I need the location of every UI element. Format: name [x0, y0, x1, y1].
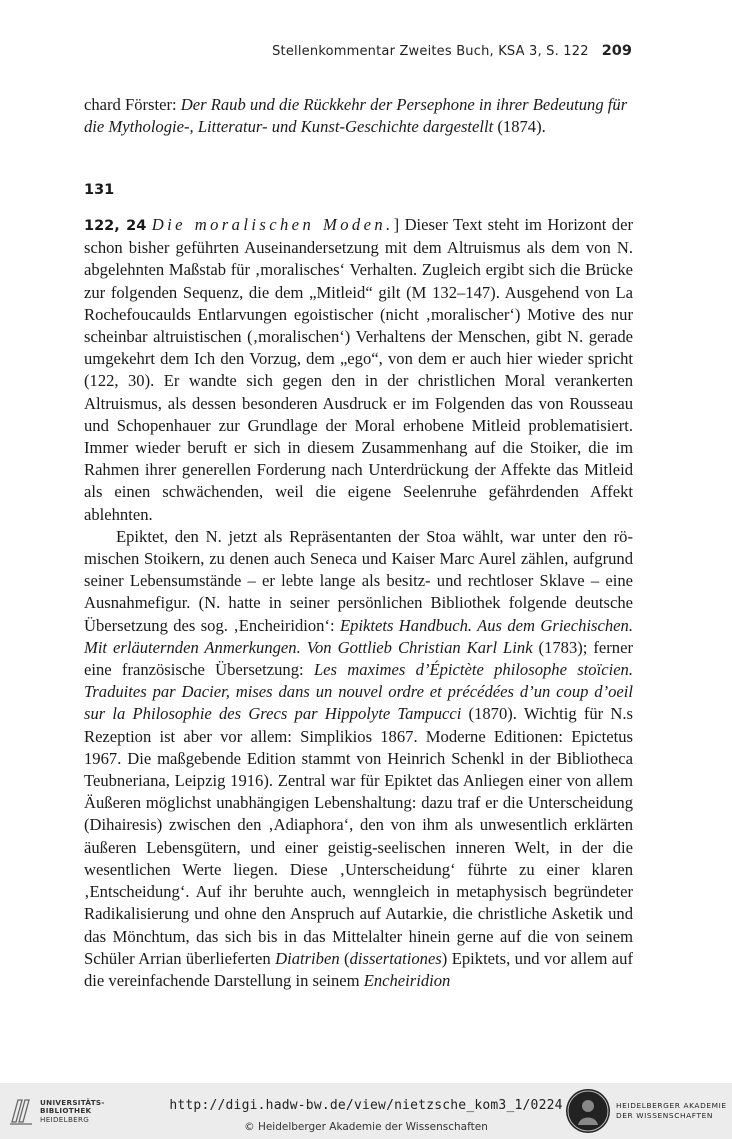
academy-name	[616, 1101, 727, 1120]
library-name-line-2: BIBLIOTHEK	[40, 1106, 92, 1116]
paragraph-1	[84, 214, 633, 526]
academy-name-line-1: HEIDELBERGER AKADEMIE	[616, 1101, 727, 1110]
library-name-line-1: UNIVERSITÄTS-	[40, 1098, 105, 1107]
academy-name-line-2: DER WISSENSCHAFTEN	[616, 1110, 714, 1120]
paragraph-2-text-4: (	[339, 948, 350, 968]
permalink[interactable]: http://digi.hadw-bw.de/view/nietzsche_kom3_1/0224	[169, 1098, 563, 1113]
paragraph-2-title-2: Les maximes d’Épictète philosophe stoïcien. Traduites par Dacier, mises dans un nouvel ordre et précédées d’un coup d’oeil sur la Philosophie des Grecs par Hippolyte Tampucci	[84, 660, 634, 724]
copyright-notice: © Heidelberger Akademie der Wissenschaften	[244, 1121, 488, 1133]
digitization-footer	[0, 1083, 732, 1139]
intro-title: Der Raub und die Rückkehr der Persephone in ihrer Bedeutung für die Mythologie-, Litteratur- und Kunst-Geschichte dargestellt	[84, 95, 628, 137]
paragraph-1-text: Dieser Text steht im Horizont der schon bisher geführten Auseinandersetzung mit dem Altruismus als dem von N. abgelehnten Maßstab für ‚moralisches‘ Verhalten. Zugleich ergibt sich die Brücke zur folgenden Sequenz, die dem „Mitleid“ gilt (M 132–147). Ausgehend von La Rochefoucaulds Entlarvungen egoistischer (nicht ‚moralischer‘) Motive des nur scheinbar altruistischen (‚moralischen‘) Verhaltens der Menschen, gibt N. gerade umgekehrt dem Ich den Vorzug, dem „ego“, von dem er auch hier wieder spricht (122, 30). Er wandte sich gegen den in der christlichen Moral verankerten Altruismus, als dessen besonderen Ausdruck er im Folgenden das von Rousseau und Schopenhauer zur Grundlage der Moral erhobene Mitleid problematisiert. Immer wieder beruft er sich in diesem Zusammenhang auf die Stoiker, die im Rahmen ihrer generellen Forderung nach Unterdrückung der Affekte das Mitleid als einen schwächenden, weil die eigene Seelenruhe gefährdenden Affekt ablehnten.	[84, 215, 633, 524]
paragraph-2-text-2: (1783); ferner eine französische Übersetzung:	[84, 637, 633, 680]
lemma-bracket: ]	[393, 215, 400, 234]
intro-paragraph	[84, 94, 633, 138]
academy-seal-icon	[566, 1089, 610, 1133]
running-title: Stellenkommentar Zweites Buch, KSA 3, S. 122	[272, 44, 589, 59]
intro-lead: chard Förster:	[84, 95, 181, 114]
paragraph-2-text-3: (1870). Wichtig für N.s Rezeption ist aber vor allem: Simplikios 1867. Moderne Editionen: Epictetus 1967. Die maßgebende Edition stammt von Heinrich Schenkl in der Bibliotheca Teubneriana, Leipzig 1916). Zentral war für Epiktet das Anliegen einer von allem Äußeren möglichst unabhängigen Lebenshaltung: dazu traf er die Unterscheidung (Dihairesis) zwischen den ‚Adiaphora‘, den von ihm als unwesentlich erklärten äußeren Lebensgütern, und einer geistig-seelischen inneren Welt, in der die wesentlichen Werte liegen. Diese ‚Unterscheidung‘ führte zu einer klaren ‚Entscheidung‘. Auf ihr beruhte auch, wenngleich in metaphysisch begründeter Radikalisierung und ohne den Anspruch auf Autarkie, die christliche Asketik und das Mönchtum, das sich bis in das Mittelalter hinein gerne auf die von seinem Schüler Arrian überlieferten	[84, 704, 633, 968]
paragraph-2-text-1: Epiktet, den N. jetzt als Repräsentanten der Stoa wählt, war unter den römischen Stoikern, zu denen auch Seneca und Kaiser Marc Aurel zählen, aufgrund seiner Lebensumstände – er lebte lange als besitz- und rechtloser Sklave – eine Ausnahmefigur. (N. hatte in seiner persönlichen Bibliothek folgende deutsche Übersetzung des sog. ‚Encheiridion‘:	[84, 526, 633, 635]
page-number: 209	[601, 43, 632, 59]
library-name-line-3: HEIDELBERG	[40, 1114, 90, 1124]
paragraph-2-title-3: Diatriben	[275, 948, 340, 968]
paragraph-2-text-5: ) Epiktets, und vor allem auf die vereinfachende Darstellung in seinem	[84, 948, 633, 990]
commentary-body	[84, 214, 633, 992]
lemma-reference: 122, 24	[84, 218, 147, 234]
paragraph-2-title-4: dissertationes	[349, 948, 442, 968]
section-number: 131	[84, 182, 115, 198]
running-header	[84, 43, 632, 63]
paragraph-2-title-5: Encheiridion	[363, 970, 451, 990]
paragraph-2-title-1: Epiktets Handbuch. Aus dem Griechischen. Mit erläuternden Anmerkungen. Von Gottlieb Christian Karl Link	[84, 615, 633, 657]
intro-tail: (1874).	[493, 117, 546, 137]
lemma: Die moralischen Moden.	[151, 215, 394, 234]
paragraph-2	[84, 526, 633, 992]
